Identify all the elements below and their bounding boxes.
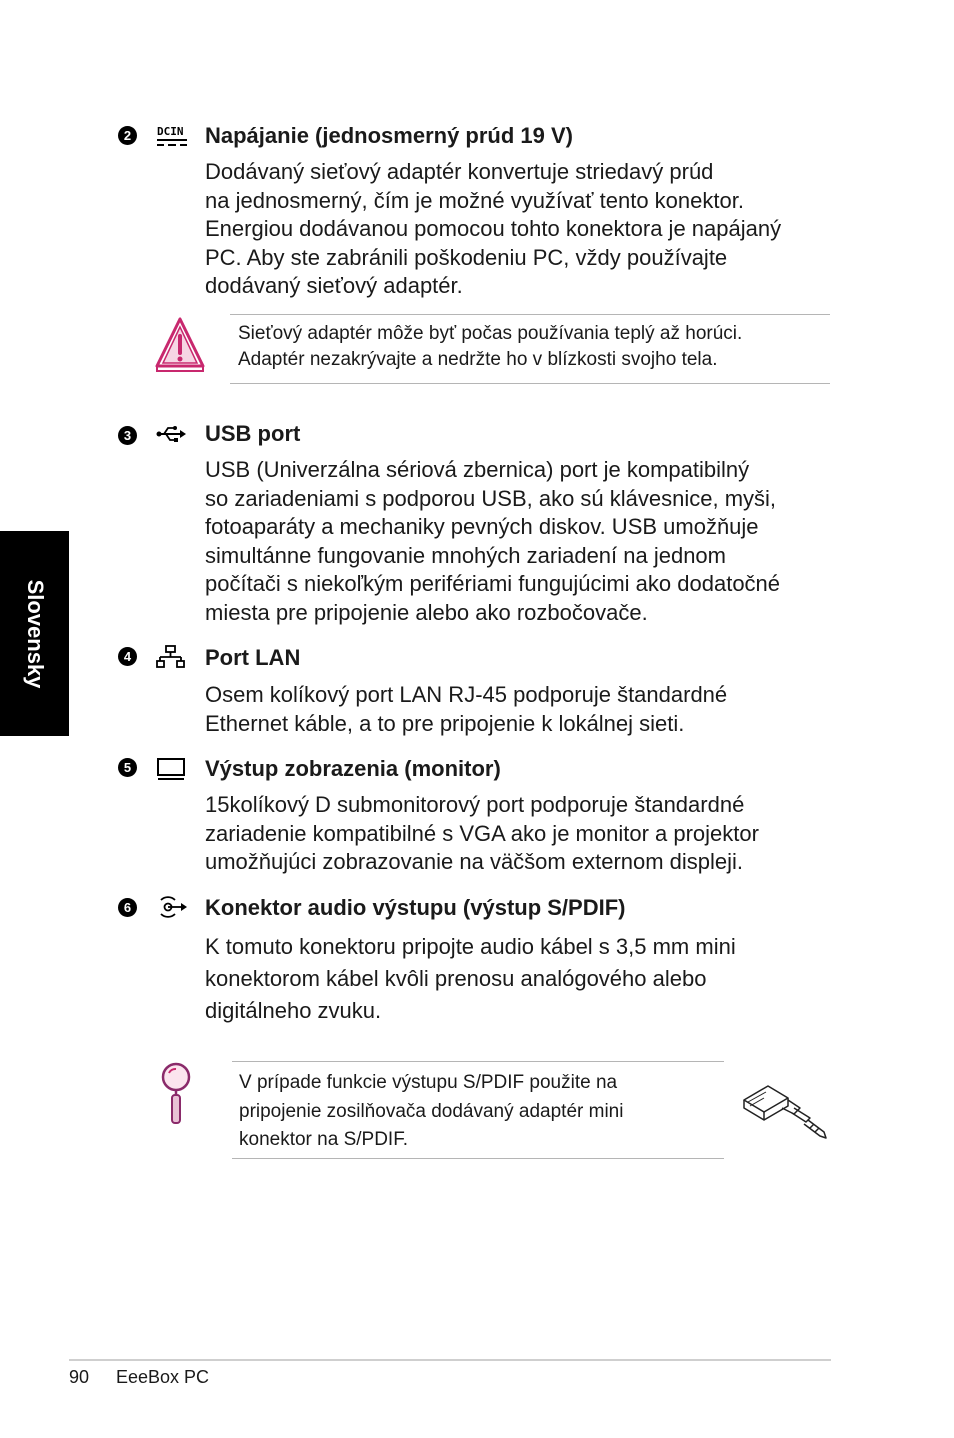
section-body: [205, 931, 835, 1027]
warning-icon: [154, 316, 206, 374]
body-line: 15kolíkový D submonitorový port podporuje štandardné: [205, 792, 745, 817]
body-line: K tomuto konektoru pripojte audio kábel s 3,5 mm mini: [205, 934, 736, 959]
section-number: 6: [118, 898, 137, 917]
body-line: umožňujúci zobrazovanie na väčšom externom displeji.: [205, 849, 744, 875]
body-line: so zariadeniami s podporou USB, ako sú klávesnice, myši,: [205, 485, 777, 511]
section-title: Konektor audio výstupu (výstup S/PDIF): [205, 895, 626, 920]
body-line: PC. Aby ste zabránili poškodeniu PC, vždy používajte: [205, 244, 728, 270]
note-line: V prípade funkcie výstupu S/PDIF použite na: [239, 1072, 618, 1093]
section-title: Výstup zobrazenia (monitor): [205, 756, 501, 781]
lan-icon: [156, 645, 188, 669]
warning-text: [238, 321, 742, 373]
body-line: USB (Univerzálna sériová zbernica) port je kompatibilný: [205, 457, 750, 482]
section-number: 2: [118, 126, 137, 145]
section-body: [205, 158, 835, 301]
side-tab-label: Slovensky: [22, 579, 48, 688]
body-line: Energiou dodávanou pomocou tohto konektora je napájaný: [205, 216, 782, 242]
spdif-adapter-image: [738, 1078, 834, 1144]
body-line: konektorom kábel kvôli prenosu analógového alebo: [205, 966, 707, 991]
note-line: pripojenie zosilňovača dodávaný adaptér mini: [239, 1100, 624, 1122]
section-number: 5: [118, 758, 137, 777]
page-number: 90: [69, 1367, 90, 1387]
section-body: [205, 456, 835, 628]
section-title: USB port: [205, 421, 301, 446]
section-body: [205, 791, 835, 877]
dc-in-icon: [156, 124, 188, 148]
note-line: konektor na S/PDIF.: [239, 1129, 408, 1150]
section-number: 3: [118, 426, 137, 445]
body-line: Ethernet káble, a to pre pripojenie k lokálnej sieti.: [205, 710, 685, 736]
section-body: [205, 681, 835, 738]
body-line: Osem kolíkový port LAN RJ-45 podporuje štandardné: [205, 682, 728, 707]
note-callout: [232, 1061, 724, 1159]
body-line: fotoaparáty a mechaniky pevných diskov. USB umožňuje: [205, 514, 759, 540]
warning-line: Sieťový adaptér môže byť počas používania teplý až horúci.: [238, 323, 743, 344]
body-line: miesta pre pripojenie alebo ako rozbočovače.: [205, 599, 648, 625]
section-number: 4: [118, 647, 137, 666]
body-line: dodávaný sieťový adaptér.: [205, 273, 463, 299]
warning-callout: [230, 314, 830, 384]
body-line: počítači s niekoľkým perifériami fungujúcimi ako dodatočné: [205, 571, 781, 597]
body-line: na jednosmerný, čím je možné využívať tento konektor.: [205, 187, 744, 213]
body-line: digitálneho zvuku.: [205, 998, 382, 1023]
body-line: zariadenie kompatibilné s VGA ako je monitor a projektor: [205, 820, 759, 846]
section-title: Napájanie (jednosmerný prúd 19 V): [205, 123, 573, 148]
language-side-tab: [0, 531, 69, 736]
body-line: Dodávaný sieťový adaptér konvertuje striedavý prúd: [205, 159, 714, 184]
monitor-icon: [156, 757, 188, 781]
magnifier-icon: [158, 1061, 194, 1127]
dc-in-icon-text: DCIN: [157, 125, 184, 138]
footer-divider: [69, 1359, 831, 1361]
usb-icon: [156, 422, 188, 446]
section-title: Port LAN: [205, 645, 301, 670]
warning-line: Adaptér nezakrývajte a nedržte ho v blízkosti svojho tela.: [238, 349, 718, 370]
note-text: [239, 1069, 623, 1155]
footer-product-name: EeeBox PC: [116, 1367, 210, 1387]
body-line: simultánne fungovanie mnohých zariadení na jednom: [205, 542, 726, 568]
audio-out-icon: [156, 895, 188, 919]
